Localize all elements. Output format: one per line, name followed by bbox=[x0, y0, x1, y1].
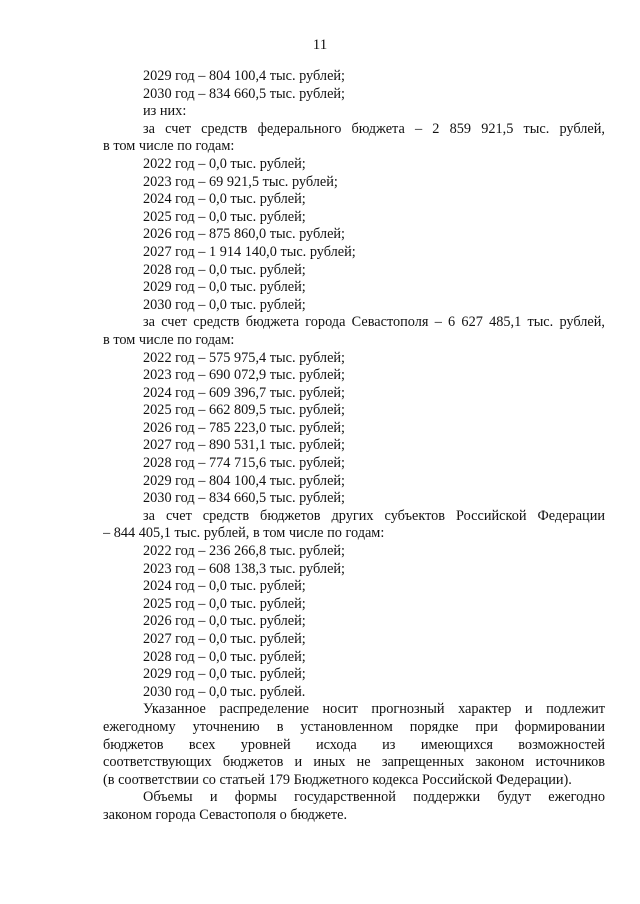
text-line: 2023 год – 69 921,5 тыс. рублей; bbox=[143, 173, 338, 190]
text-line: Указанное распределение носит прогнозный характер и подлежит bbox=[143, 701, 605, 718]
text-line: Объемы и формы государственной поддержки будут ежегодно bbox=[143, 789, 605, 806]
text-line: 2025 год – 662 809,5 тыс. рублей; bbox=[143, 402, 346, 419]
text-line: 2024 год – 0,0 тыс. рублей; bbox=[143, 191, 306, 208]
text-line: законом города Севастополя о бюджете. bbox=[103, 806, 348, 823]
text-line: 2024 год – 0,0 тыс. рублей; bbox=[143, 578, 306, 595]
text-line: за счет средств бюджетов других субъектов Российской Федерации bbox=[143, 507, 605, 524]
text-line: 2027 год – 1 914 140,0 тыс. рублей; bbox=[143, 243, 356, 260]
text-line: 2027 год – 0,0 тыс. рублей; bbox=[143, 631, 306, 647]
text-line: 2030 год – 0,0 тыс. рублей. bbox=[143, 683, 306, 700]
text-line: ежегодному уточнению в установленном порядке при формировании bbox=[103, 718, 605, 735]
text-line: 2030 год – 834 660,5 тыс. рублей; bbox=[143, 85, 346, 102]
text-line: 2030 год – 0,0 тыс. рублей; bbox=[143, 296, 306, 313]
text-line: за счет средств федерального бюджета – 2 859 921,5 тыс. рублей, bbox=[143, 120, 605, 137]
text-line: 2022 год – 575 975,4 тыс. рублей; bbox=[143, 349, 346, 366]
text-line: 2022 год – 236 266,8 тыс. рублей; bbox=[143, 543, 346, 560]
text-line: 2029 год – 804 100,4 тыс. рублей; bbox=[143, 68, 346, 84]
text-line: 2026 год – 785 223,0 тыс. рублей; bbox=[143, 419, 346, 436]
text-line: 2023 год – 690 072,9 тыс. рублей; bbox=[143, 367, 346, 384]
text-line: 2024 год – 609 396,7 тыс. рублей; bbox=[143, 384, 346, 401]
text-line: – 844 405,1 тыс. рублей, в том числе по годам: bbox=[103, 525, 385, 542]
document-body bbox=[103, 68, 605, 825]
text-line: за счет средств бюджета города Севастополя – 6 627 485,1 тыс. рублей, bbox=[143, 314, 605, 331]
text-line: 2026 год – 875 860,0 тыс. рублей; bbox=[143, 226, 346, 243]
text-line: 2026 год – 0,0 тыс. рублей; bbox=[143, 613, 306, 630]
text-line: в том числе по годам: bbox=[103, 138, 235, 155]
text-line: (в соответствии со статьей 179 Бюджетного кодекса Российской Федерации). bbox=[103, 771, 572, 788]
text-line: 2029 год – 804 100,4 тыс. рублей; bbox=[143, 472, 346, 489]
text-line: в том числе по годам: bbox=[103, 331, 235, 348]
text-line: бюджетов всех уровней исхода из имеющихся возможностей bbox=[103, 736, 605, 753]
text-line: 2023 год – 608 138,3 тыс. рублей; bbox=[143, 560, 346, 577]
page-number: 11 bbox=[312, 37, 328, 53]
text-line: 2022 год – 0,0 тыс. рублей; bbox=[143, 155, 306, 172]
text-line: 2025 год – 0,0 тыс. рублей; bbox=[143, 595, 306, 612]
text-line: 2029 год – 0,0 тыс. рублей; bbox=[143, 279, 306, 296]
text-line: 2030 год – 834 660,5 тыс. рублей; bbox=[143, 490, 346, 507]
text-line: из них: bbox=[143, 103, 187, 120]
text-line: 2028 год – 774 715,6 тыс. рублей; bbox=[143, 455, 346, 472]
text-line: 2027 год – 890 531,1 тыс. рублей; bbox=[143, 437, 346, 454]
text-line: 2025 год – 0,0 тыс. рублей; bbox=[143, 208, 306, 225]
text-line: 2029 год – 0,0 тыс. рублей; bbox=[143, 666, 306, 683]
text-line: 2028 год – 0,0 тыс. рублей; bbox=[143, 261, 306, 278]
text-line: 2028 год – 0,0 тыс. рублей; bbox=[143, 648, 306, 665]
text-line: соответствующих бюджетов и иных не запрещенных законом источников bbox=[103, 754, 605, 771]
